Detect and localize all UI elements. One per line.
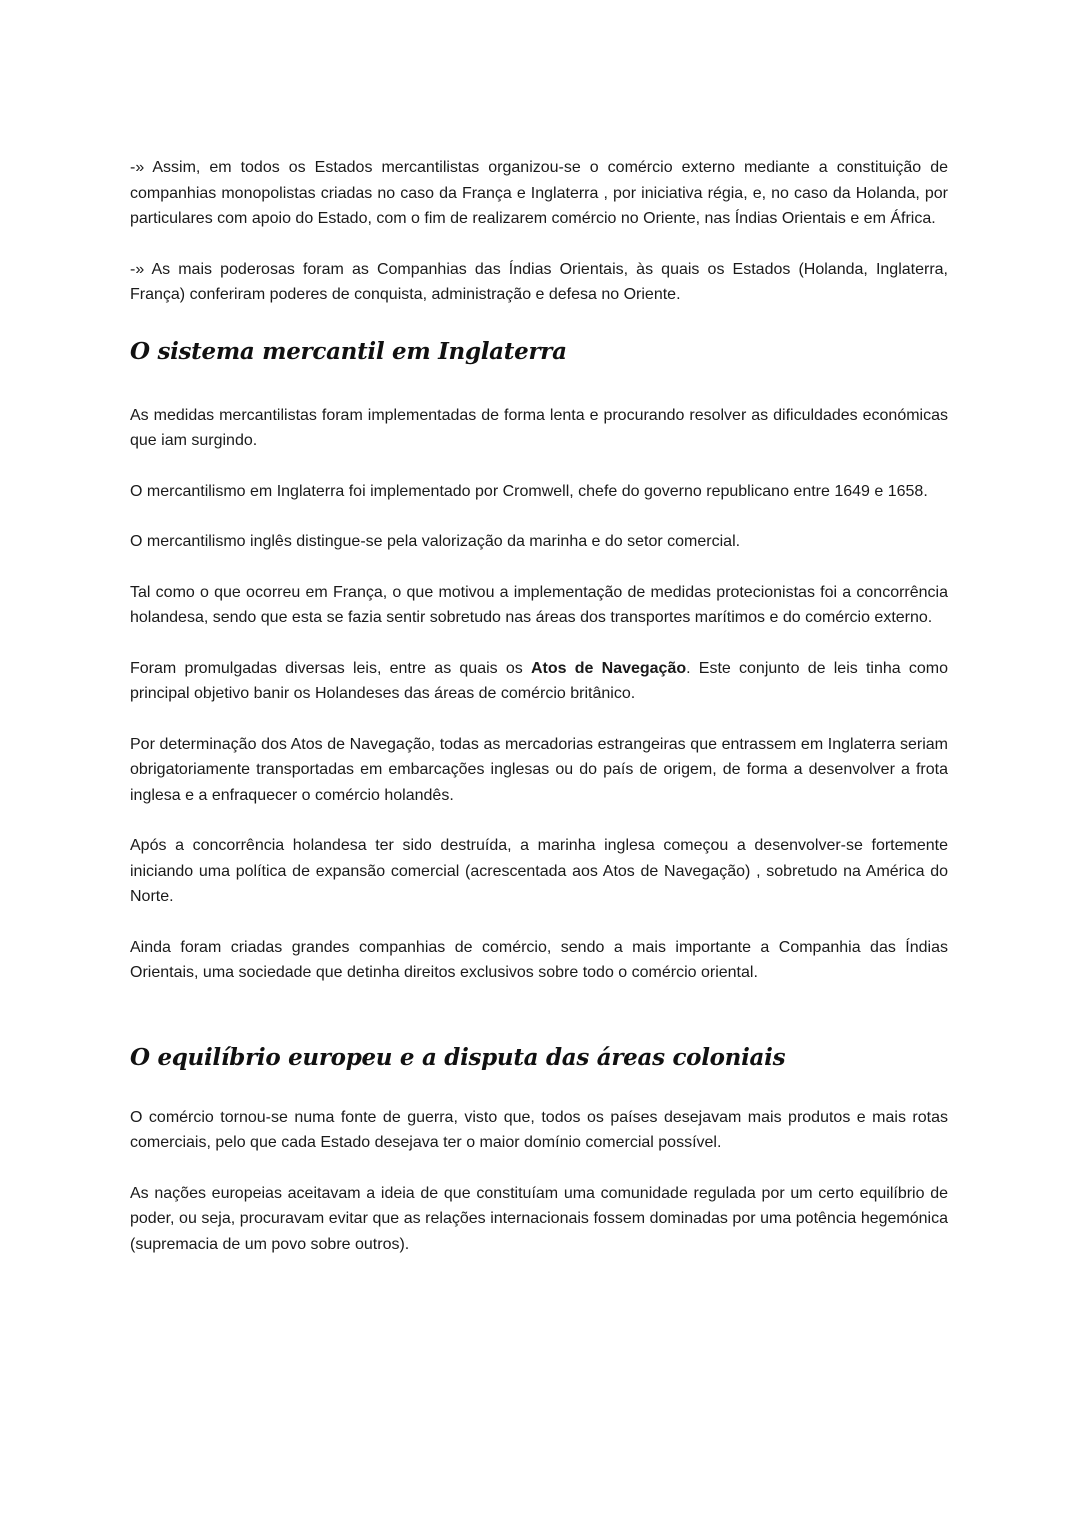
paragraph-fonte-guerra: O comércio tornou-se numa fonte de guerra, visto que, todos os países desejavam mais produtos e mais rotas comerciais, pelo que cada Estado desejava ter o maior domínio comercial possível. [130, 1108, 948, 1151]
paragraph-marinha: O mercantilismo inglês distingue-se pela valorização da marinha e do setor comercial. [130, 533, 741, 550]
document-page [130, 155, 948, 1257]
paragraph-expansao-comercial: Após a concorrência holandesa ter sido destruída, a marinha inglesa começou a desenvolver-se fortemente iniciando uma política de expansão comercial (acrescentada aos Atos de Navegação) , sobretudo na América do Norte. [130, 837, 948, 905]
text-atos-bold: Atos de Navegação [530, 659, 687, 677]
paragraph-companhias-monopolistas: -» Assim, em todos os Estados mercantilistas organizou-se o comércio externo mediante a constituição de companhias monopolistas criadas no caso da França e Inglaterra , por iniciativa régia, e, no caso da Holanda, por particulares com apoio do Estado, com o fim de realizarem comércio no Oriente, nas Índias Orientais e em África. [130, 159, 948, 227]
text-atos-before: Foram promulgadas diversas leis, entre as quais os [130, 659, 531, 677]
text-atos-after: . Este conjunto de leis tinha como principal objetivo banir os Holandeses das áreas de comércio britânico. [130, 659, 949, 702]
paragraph-medidas-mercantilistas: As medidas mercantilistas foram implementadas de forma lenta e procurando resolver as dificuldades económicas que iam surgindo. [130, 406, 948, 449]
paragraph-atos-navegacao [130, 656, 948, 707]
paragraph-companhia-indias-orientais: Ainda foram criadas grandes companhias de comércio, sendo a mais importante a Companhia das Índias Orientais, uma sociedade que detinha direitos exclusivos sobre todo o comércio oriental. [130, 938, 948, 981]
paragraph-equilibrio-poder: As nações europeias aceitavam a ideia de que constituíam uma comunidade regulada por um certo equilíbrio de poder, ou seja, procuravam evitar que as relações internacionais fossem dominadas por uma potência hegemónica (supremacia de um povo sobre outros). [130, 1184, 948, 1253]
paragraph-companhias-indias: -» As mais poderosas foram as Companhias das Índias Orientais, às quais os Estados (Holanda, Inglaterra, França) conferiram poderes de conquista, administração e defesa no Oriente. [130, 260, 948, 303]
heading-sistema-mercantil-inglaterra: O sistema mercantil em Inglaterra [130, 337, 567, 365]
paragraph-determinacao-atos: Por determinação dos Atos de Navegação, todas as mercadorias estrangeiras que entrassem em Inglaterra seriam obrigatoriamente transportadas em embarcações inglesas ou do país de origem, de forma a desenvolver a frota inglesa e a enfraquecer o comércio holandês. [130, 735, 948, 804]
heading-equilibrio-europeu: O equilíbrio europeu e a disputa das áreas coloniais [130, 1043, 786, 1071]
paragraph-concorrencia-holandesa: Tal como o que ocorreu em França, o que motivou a implementação de medidas protecionistas foi a concorrência holandesa, sendo que esta se fazia sentir sobretudo nas áreas dos transportes marítimos e do comércio externo. [130, 583, 948, 626]
paragraph-cromwell: O mercantilismo em Inglaterra foi implementado por Cromwell, chefe do governo republicano entre 1649 e 1658. [130, 482, 928, 500]
